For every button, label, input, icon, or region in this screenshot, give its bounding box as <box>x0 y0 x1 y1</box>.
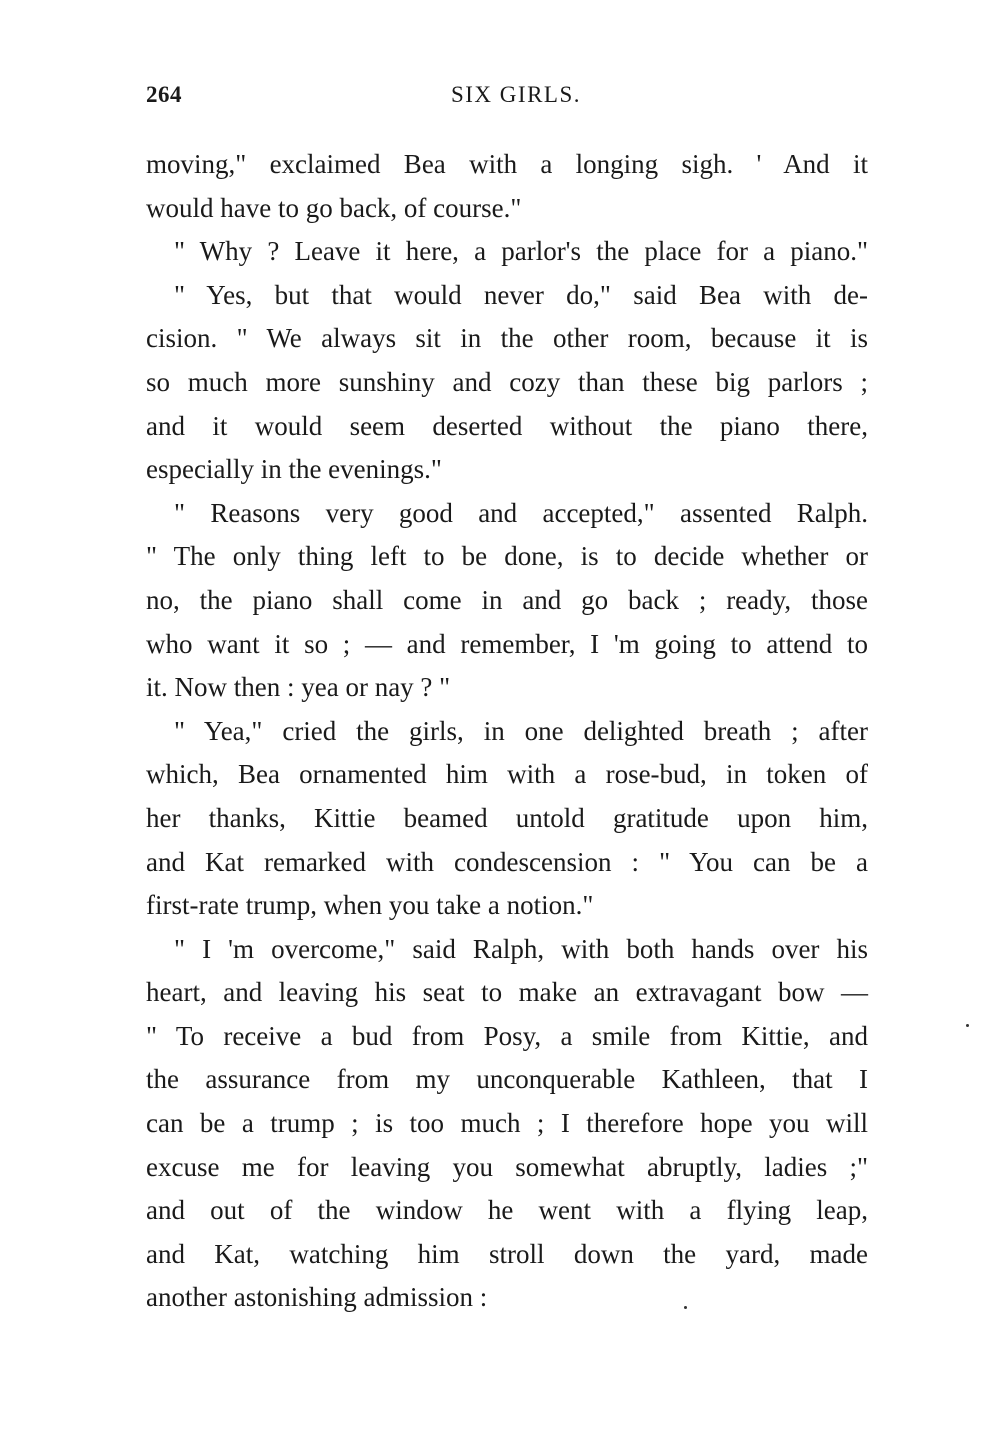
text-line: who want it so ; — and remember, I 'm going to attend to <box>146 628 868 659</box>
text-line: especially in the evenings." <box>146 454 442 485</box>
body-text <box>146 143 868 1320</box>
scan-speck <box>684 1306 687 1309</box>
text-line: it. Now then : yea or nay ? " <box>146 672 451 703</box>
text-line: the assurance from my unconquerable Kathleen, that I <box>146 1064 868 1095</box>
text-line: " The only thing left to be done, is to decide whether or <box>146 541 868 572</box>
page-header <box>146 82 866 118</box>
text-line: " Yes, but that would never do," said Bea with de- <box>174 279 868 310</box>
running-head: SIX GIRLS. <box>450 82 581 107</box>
text-line: her thanks, Kittie beamed untold gratitude upon him, <box>146 802 868 833</box>
scan-speck <box>966 1024 969 1027</box>
text-line: heart, and leaving his seat to make an extravagant bow — <box>146 977 868 1008</box>
text-line: cision. " We always sit in the other room, because it is <box>146 323 868 354</box>
text-line: no, the piano shall come in and go back ; ready, those <box>146 584 868 615</box>
text-line: so much more sunshiny and cozy than these big parlors ; <box>146 366 868 397</box>
text-line: and Kat, watching him stroll down the yard, made <box>146 1238 868 1269</box>
text-line: " I 'm overcome," said Ralph, with both hands over his <box>174 933 868 964</box>
text-line: which, Bea ornamented him with a rose-bud, in token of <box>146 759 868 790</box>
text-line: and it would seem deserted without the piano there, <box>146 410 868 441</box>
text-line: " Reasons very good and accepted," assented Ralph. <box>174 497 868 528</box>
text-line: would have to go back, of course." <box>146 192 522 223</box>
text-line: another astonishing admission : <box>146 1282 488 1313</box>
text-line: and Kat remarked with condescension : " You can be a <box>146 846 868 877</box>
text-line: " Yea," cried the girls, in one delighted breath ; after <box>174 715 868 746</box>
text-line: excuse me for leaving you somewhat abruptly, ladies ;" <box>146 1151 868 1182</box>
text-line: and out of the window he went with a flying leap, <box>146 1195 868 1226</box>
text-line: moving," exclaimed Bea with a longing sigh. ' And it <box>146 149 868 179</box>
text-line: can be a trump ; is too much ; I therefore hope you will <box>146 1108 868 1139</box>
text-line: " Why ? Leave it here, a parlor's the place for a piano." <box>174 236 868 267</box>
page-number: 264 <box>146 82 182 107</box>
text-line: " To receive a bud from Posy, a smile from Kittie, and <box>146 1020 868 1051</box>
text-line: first-rate trump, when you take a notion." <box>146 890 594 921</box>
